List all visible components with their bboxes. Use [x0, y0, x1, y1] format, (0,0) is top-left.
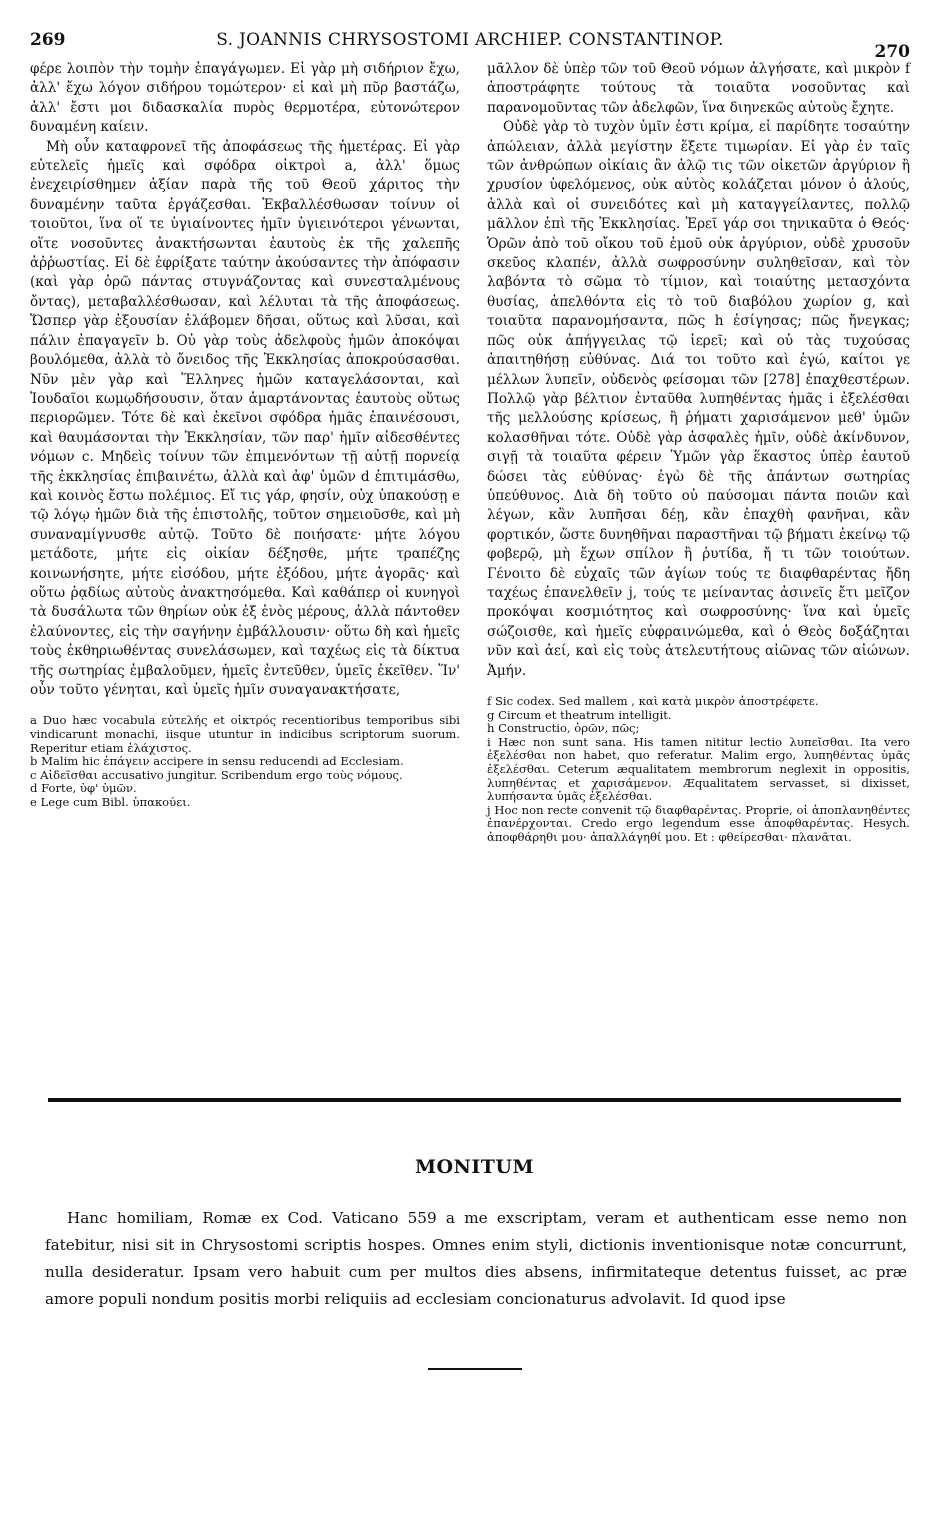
right-column [487, 60, 910, 845]
footnote-g: g Circum et theatrum intelligit. [487, 707, 672, 722]
page-number-left: 269 [30, 30, 66, 50]
footnote-a: a Duo hæc vocabula εὐτελής et οἰκτρός recentioribus temporibus sibi vindicarunt monachi, iisque utuntur in indicibus scriptorum suorum. Reperitur etiam ἐλάχιστος. [30, 713, 460, 755]
left-column [30, 60, 460, 810]
footnote-c: c Αἰδεῖσθαι accusativo jungitur. Scribendum ergo τοὺς νόμους. [30, 767, 403, 782]
short-divider [428, 1368, 522, 1370]
footnote-b: b Malim hic ἐπάγειν accipere in sensu reducendi ad Ecclesiam. [30, 754, 404, 769]
page-header [30, 30, 910, 62]
footnote-f: f Sic codex. Sed mallem , καὶ κατὰ μικρὸν ἀποστρέφετε. [487, 694, 819, 708]
monitum-title: MONITUM [414, 1156, 535, 1178]
right-footnotes [487, 695, 910, 845]
running-head: S. JOANNIS CHRYSOSTOMI ARCHIEP. CONSTANTINOP. [216, 30, 724, 50]
left-footnotes [30, 714, 460, 809]
right-paragraph-1: μᾶλλον δὲ ὑπὲρ τῶν τοῦ Θεοῦ νόμων ἀλγήσατε, καὶ μικρὸν f ἀποστράφητε τούτους τὰ τοιαῦτα νοσοῦντας καὶ παρανομοῦντας τῶν ἀδελφῶν, ἵνα διηνεκῶς αὐτοὺς ἔχητε. [487, 61, 910, 116]
footnote-j: j Hoc non recte convenit τῷ διαφθαρέντας. Proprie, οἱ ἀποπλανηθέντες ἐπανέρχονται. Credo ergo legendum esse ἀποφθαρέντας. Hesych. ἀποφθάρηθι μου· ἀπαλλάγηθί μου. Et : φθείρεσθαι· πλανᾶται. [487, 802, 910, 844]
right-paragraph-2: Οὐδὲ γὰρ τὸ τυχὸν ὑμῖν ἐστι κρίμα, εἰ παρίδητε τοσαύτην ἀπώλειαν, ἀλλὰ μεγίστην ἕξετε τιμωρίαν. Εἰ γὰρ ἐν ταῖς τῶν ἀνθρώπων οἰκίαις ἂν ἁλῷ τις τῶν οἰκετῶν ἀργύριον ἢ χρυσίον ὑφελόμενος, οὐκ αὐτὸς κολάζεται μόνον ὁ ἁλούς, ἀλλὰ καὶ οἱ συνειδότες καὶ μὴ καταγγείλαντες, πολλῷ μᾶλλον ἐπὶ τῆς Ἐκκλησίας. Ἐρεῖ γάρ σοι τηνικαῦτα ὁ Θεός· Ὁρῶν ἀπὸ τοῦ οἴκου τοῦ ἐμοῦ οὐκ ἀργύριον, οὐδὲ χρυσοῦν σκεῦος κλαπέν, ἀλλὰ σωφροσύνην συληθεῖσαν, καὶ τὸν λαβόντα τὸ σῶμα τὸ τίμιον, καὶ τοιαύτης μετασχόντα θυσίας, ἀπελθόντα εἰς τὸ τοῦ διαβόλου χωρίον g, καὶ τοιαῦτα παρανομήσαντα, πῶς h ἐσίγησας; πῶς ἤνεγκας; πῶς οὐκ ἀπήγγειλας τῷ ἱερεῖ; καὶ οὐ τὰς τυχούσας ἀπαιτηθήσῃ εὐθύνας. Διά τοι τοῦτο καὶ ἐγώ, καίτοι γε μέλλων λυπεῖν, οὐδενὸς φείσομαι τῶν [278] ἐπαχθεστέρων. Πολλῷ γὰρ βέλτιον ἐνταῦθα λυπηθέντας ἡμᾶς i ἐξελέσθαι τῆς μελλούσης κρίσεως, ἢ ῥήματι χαρισάμενον μεθ' ὑμῶν κολασθῆναι τότε. Οὐδὲ γὰρ ἀσφαλὲς ἡμῖν, οὐδὲ ἀκίνδυνον, σιγῇ τὰ τοιαῦτα φέρειν Ὑμῶν γὰρ ἕκαστος ὑπὲρ ἑαυτοῦ δώσει τὰς εὐθύνας· ἐγὼ δὲ τῆς ἁπάντων σωτηρίας ὑπεύθυνος. Διὰ δὴ τοῦτο οὐ παύσομαι πάντα ποιῶν καὶ λέγων, κἂν λυπῆσαι δέῃ, κἂν ἐπαχθὴ φανῆναι, κἂν φορτικόν, ὥστε δυνηθῆναι παραστῆναι τῷ βήματι ἐκείνῳ τῷ φοβερῷ, μὴ ἔχων σπίλον ἢ ῥυτίδα, ἤ τι τῶν τοιούτων. Γένοιτο δὲ εὐχαῖς τῶν ἁγίων τούς τε διαφθαρέντας ἤδη ταχέως ἐπανελθεῖν j, τούς τε μείναντας ἀσινεῖς ἔτι μεῖζον προκόψαι κοσμιότητος καὶ σωφροσύνης· ἵνα καὶ ὑμεῖς σώζοισθε, καὶ ἡμεῖς εὐφραινώμεθα, καὶ ὁ Θεὸς δοξάζηται νῦν καὶ ἀεί, καὶ εἰς τοὺς ἀτελευτήτους αἰῶνας τῶν αἰώνων. Ἀμήν. [487, 119, 910, 679]
footnote-h: h Constructio, ὁρῶν, πῶς; [487, 721, 640, 736]
footnote-d: d Forte, ὑφ' ὑμῶν. [30, 781, 137, 796]
footnote-i: i Hæc non sunt sana. His tamen nititur lectio λυπεῖσθαι. Ita vero ἐξελέσθαι non habet, quo referatur. Malim ergo, λυπηθέντας ὑμᾶς ἐξελέσθαι. Ceterum æqualitatem membrorum neglexit in oppositis, λυπηθέντας et χαρισάμενον. Æqualitatem servasset, si dixisset, λυπήσαντα ὑμᾶς ἐξελέσθαι. [487, 734, 910, 804]
left-paragraph-1: φέρε λοιπὸν τὴν τομὴν ἐπαγάγωμεν. Εἰ γὰρ μὴ σιδήριον ἔχω, ἀλλ' ἔχω λόγον σιδήρου τομώτερον· εἰ καὶ μὴ πῦρ βαστάζω, ἀλλ' ἔστι μοι διδασκαλία πυρὸς θερμοτέρα, εὐτονώτερον δυναμένη καίειν. [30, 61, 460, 136]
page-number-right: 270 [874, 42, 910, 62]
left-paragraph-2: Μὴ οὖν καταφρονεῖ τῆς ἀποφάσεως τῆς ἡμετέρας. Εἰ γὰρ εὐτελεῖς ἡμεῖς καὶ σφόδρα οἰκτροὶ a, ἀλλ' ὅμως ἐνεχειρίσθημεν ἀξίαν παρὰ τῆς τοῦ Θεοῦ χάριτος τὴν δυναμένην ταῦτα ἐργάζεσθαι. Ἐκβαλλέσθωσαν τοίνυν οἱ τοιοῦτοι, ἵνα οἵ τε ὑγιαίνοντες ἡμῖν ὑγιεινότεροι γένωνται, οἵτε νοσοῦντες ἀνακτήσωνται ἑαυτοὺς ἐκ τῆς χαλεπῆς ἀῤῥωστίας. Εἰ δὲ ἐφρίξατε ταύτην ἀκούσαντες τὴν ἀπόφασιν (καὶ γὰρ ὁρῶ πάντας στυγνάζοντας καὶ συνεσταλμένους ὄντας), μεταβαλλέσθωσαν, καὶ λέλυται τὰ τῆς ἀποφάσεως. Ὥσπερ γὰρ ἐξουσίαν ἐλάβομεν δῆσαι, οὕτως καὶ λῦσαι, καὶ πάλιν ἐπαγαγεῖν b. Οὐ γὰρ τοὺς ἀδελφοὺς ἡμῶν ἀποκόψαι βουλόμεθα, ἀλλὰ τὸ ὄνειδος τῆς Ἐκκλησίας ἀποκρούσασθαι. Νῦν μὲν γὰρ καὶ Ἕλληνες ἡμῶν καταγελάσονται, καὶ Ἰουδαῖοι κωμῳδήσουσιν, ὅταν ἁμαρτάνοντας ἑαυτοὺς οὕτως περιορῶμεν. Τότε δὲ καὶ ἐκεῖνοι σφόδρα ἡμᾶς ἐπαινέσουσι, καὶ θαυμάσονται τὴν Ἐκκλησίαν, τῶν παρ' ἡμῖν αἰδεσθέντες νόμων c. Μηδεὶς τοίνυν τῶν ἐπιμενόντων τῇ αὐτῇ πορνείᾳ τῆς ἐκκλησίας ἐπιβαινέτω, ἀλλὰ καὶ ἀφ' ὑμῶν d ἐπιτιμάσθω, καὶ κοινὸς ἔστω πολέμιος. Εἴ τις γάρ, φησίν, οὐχ ὑπακούσῃ e τῷ λόγῳ ἡμῶν διὰ τῆς ἐπιστολῆς, τοῦτον σημειοῦσθε, καὶ μὴ συναναμίγνυσθε αὐτῷ. Τοῦτο δὲ ποιήσατε· μήτε λόγου μετάδοτε, μήτε εἰς οἰκίαν δέξησθε, μήτε τραπέζης κοινωνήσητε, μήτε εἰσόδου, μήτε ἐξόδου, μήτε ἀγορᾶς· καὶ οὕτω ῥᾳδίως αὐτοὺς ἀνακτησόμεθα. Καὶ καθάπερ οἱ κυνηγοὶ τὰ δυσάλωτα τῶν θηρίων οὐκ ἐξ ἑνὸς μέρους, ἀλλὰ πάντοθεν ἐλαύνοντες, εἰς τὴν σαγήνην ἐμβάλλουσιν· οὕτω δὴ καὶ ἡμεῖς τοὺς ἐκθηριωθέντας συνελάσωμεν, καὶ ταχέως εἰς τὰ δίκτυα τῆς σωτηρίας ἐμβαλοῦμεν, ἡμεῖς ἐντεῦθεν, ὑμεῖς ἐκεῖθεν. Ἵν' οὖν τοῦτο γένηται, καὶ ὑμεῖς ἡμῖν συναγανακτήσατε, [30, 138, 460, 698]
footnote-e: e Lege cum Bibl. ὑπακούει. [30, 794, 191, 809]
section-divider [48, 1098, 901, 1102]
monitum-body: Hanc homiliam, Romæ ex Cod. Vaticano 559 a me exscriptam, veram et authenticam esse nemo non fatebitur, nisi sit in Chrysostomi scriptis hospes. Omnes enim styli, dictionis inventionisque notæ concurrunt, nulla desideratur. Ipsam vero habuit cum per multos dies absens, infirmitateque detentus fuisset, ac præ amore populi nondum positis morbi reliquiis ad ecclesiam concionaturus advolavit. Id quod ipse [45, 1209, 907, 1308]
